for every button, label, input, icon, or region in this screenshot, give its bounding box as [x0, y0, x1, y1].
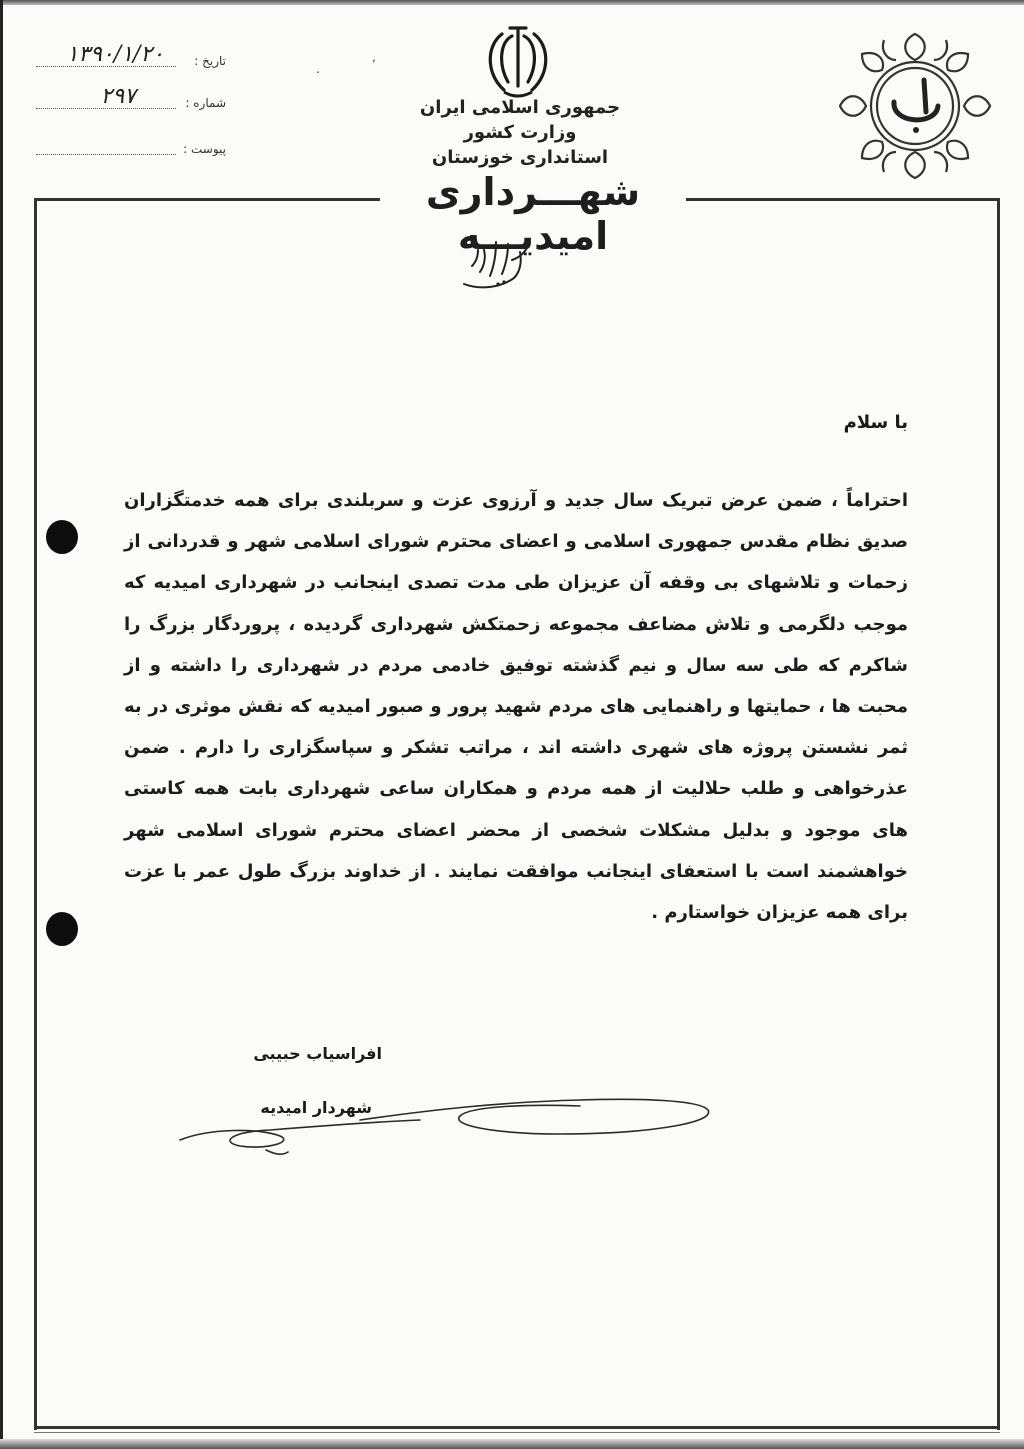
frame-bottom-inner: [34, 1432, 1000, 1433]
attachment-field: [36, 140, 226, 164]
signer-name: افراسیاب حبیبی: [253, 1044, 382, 1063]
stray-mark: ,: [372, 50, 376, 64]
scan-edge-left: [0, 0, 3, 1449]
greeting: با سلام: [843, 412, 908, 433]
date-value: ۱۳۹۰/۱/۲۰: [66, 42, 164, 67]
number-field: [36, 84, 226, 118]
signer-title: شهردار امیدیه: [260, 1098, 372, 1117]
gov-line-ministry: وزارت کشور: [463, 122, 577, 143]
frame-left: [34, 198, 37, 1430]
frame-bottom: [34, 1426, 1000, 1429]
punch-hole: [46, 520, 78, 554]
number-value: ۲۹۷: [100, 84, 136, 109]
frame-right: [997, 198, 1000, 1430]
number-label: شماره :: [185, 96, 226, 110]
scan-edge-bottom: [0, 1439, 1024, 1449]
letter-body: احتراماً ، ضمن عرض تبریک سال جدید و آرزوی عزت و سربلندی برای همه خدمتگزاران صدیق نظام مقدس جمهوری اسلامی و اعضای محترم شورای اسلامی شهر و قدردانی از زحمات و تلاشهای بی وقفه آن عزیزان طی مدت تصدی اینجانب در شهرداری امیدیه که موجب دلگرمی و تلاش مضاعف مجموعه زحمتکش شهرداری گردیده ، پروردگار بزرگ را شاکرم که طی سه سال و نیم گذشته توفیق خادمی مردم در شهرداری را داشته و از محبت ها ، حمایتها و راهنمایی های مردم شهید پرور و صبور امیدیه که نقش موثری در به ثمر نشستن پروژه های شهری داشته اند ، مراتب تشکر و سپاسگزاری را دارم . ضمن عذرخواهی و طلب حلالیت از همه مردم و همکاران ساعی شهرداری بابت همه کاستی های موجود و بدلیل مشکلات شخصی از محضر اعضای محترم شورای اسلامی شهر خواهشمند است با استعفای اینجانب موافقت نمایند . از خداوند بزرگ طول عمر با عزت برای همه عزیزان خواستارم .: [124, 490, 908, 924]
handwritten-signature: [170, 1080, 730, 1160]
date-field: [36, 42, 226, 76]
frame-top-left: [34, 198, 380, 201]
municipality-title: شهـــرداری امیدیـــه: [425, 170, 641, 258]
municipality-logo-icon: [832, 26, 998, 186]
gov-line-country: جمهوری اسلامی ایران: [419, 97, 621, 118]
scan-edge-top: [0, 0, 1024, 5]
attachment-label: پیوست :: [183, 142, 226, 156]
frame-top-right: [686, 198, 1000, 201]
attachment-dotted-line: [36, 154, 176, 155]
date-label: تاریخ :: [194, 54, 226, 68]
gov-line-province: استانداری خوزستان: [431, 147, 609, 168]
punch-hole: [46, 912, 78, 946]
stray-mark: .: [316, 62, 320, 76]
calligraphy-bismihi-icon: [450, 232, 540, 292]
iran-emblem-icon: [478, 24, 558, 102]
